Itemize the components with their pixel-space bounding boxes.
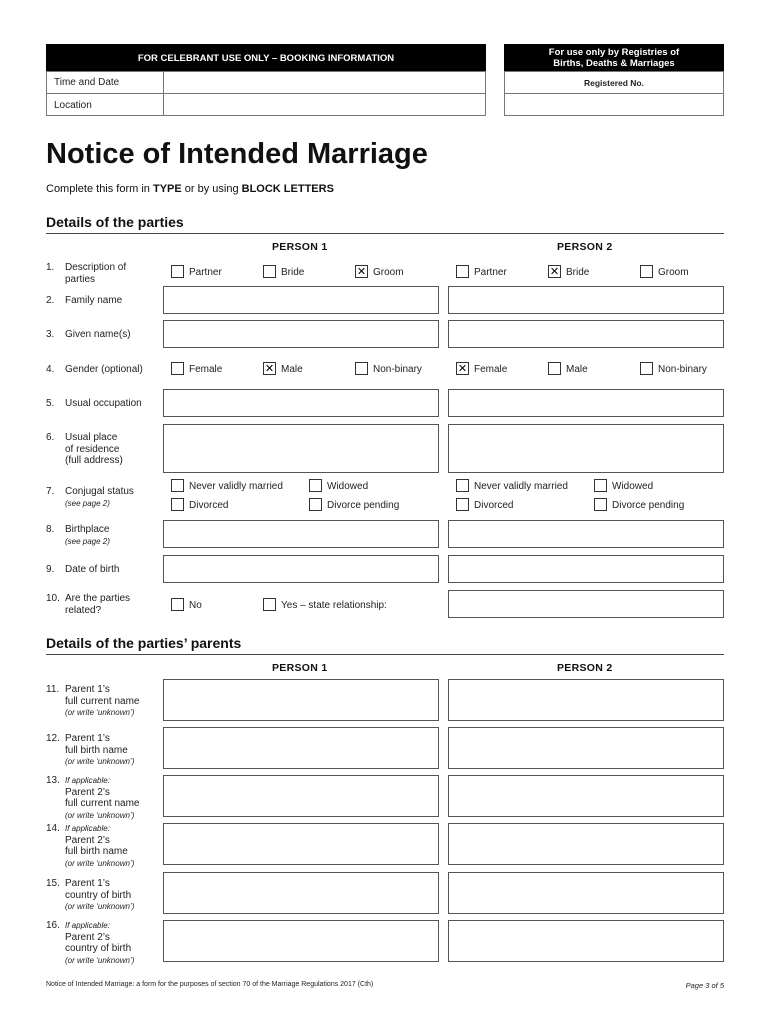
p1-parent2-current-name-field[interactable] xyxy=(163,775,439,817)
p2-divorced-checkbox[interactable] xyxy=(456,498,469,511)
q13-if-applicable: If applicable: xyxy=(65,776,110,785)
related-yes-label: Yes – state relationship: xyxy=(281,600,387,611)
p1-partner-checkbox[interactable] xyxy=(171,265,184,278)
p2-widowed-checkbox[interactable] xyxy=(594,479,607,492)
p2-male-checkbox[interactable] xyxy=(548,362,561,375)
q12-note: (or write ‘unknown’) xyxy=(65,757,135,766)
registered-no-label: Registered No. xyxy=(584,78,644,88)
q13-number: 13. xyxy=(46,775,60,786)
q13-note: (or write ‘unknown’) xyxy=(65,810,135,820)
person1-heading: PERSON 1 xyxy=(272,241,328,253)
p2-occupation-field[interactable] xyxy=(448,389,724,417)
q2-number: 2. xyxy=(46,295,55,306)
p1-never-married-checkbox[interactable] xyxy=(171,479,184,492)
p2-parent1-birth-name-field[interactable] xyxy=(448,727,724,769)
q15-label xyxy=(65,878,134,913)
p1-date-of-birth-field[interactable] xyxy=(163,555,439,583)
person2-heading: PERSON 2 xyxy=(557,241,613,253)
q13-label xyxy=(65,775,139,821)
q15-label-line1: Parent 1’s xyxy=(65,878,110,889)
page-title: Notice of Intended Marriage xyxy=(46,138,428,170)
p1-divorce-pending-checkbox[interactable] xyxy=(309,498,322,511)
q9-label: Date of birth xyxy=(65,564,120,575)
p2-groom-label: Groom xyxy=(658,267,689,278)
related-no-checkbox[interactable] xyxy=(171,598,184,611)
q6-label-line3: (full address) xyxy=(65,455,123,466)
p2-parent1-current-name-field[interactable] xyxy=(448,679,724,721)
q6-number: 6. xyxy=(46,432,55,443)
section-parents-rule xyxy=(46,654,724,655)
q7-label xyxy=(65,486,134,509)
q9-number: 9. xyxy=(46,564,55,575)
q8-number: 8. xyxy=(46,524,55,535)
p2-divorced-label: Divorced xyxy=(474,500,514,511)
q13-label-line2: full current name xyxy=(65,798,140,809)
p1-parent2-birth-name-field[interactable] xyxy=(163,823,439,865)
q2-label: Family name xyxy=(65,295,123,306)
p2-family-name-field[interactable] xyxy=(448,286,724,314)
p1-never-married-label: Never validly married xyxy=(189,481,283,492)
parents-person1-heading: PERSON 1 xyxy=(272,662,328,674)
q16-label-line1: Parent 2’s xyxy=(65,931,110,943)
p2-parent2-country-field[interactable] xyxy=(448,920,724,962)
q14-note: (or write ‘unknown’) xyxy=(65,858,135,868)
registry-header-line1: For use only by Registries of xyxy=(548,47,680,58)
q11-number: 11. xyxy=(46,684,60,695)
p2-parent1-country-field[interactable] xyxy=(448,872,724,914)
p2-partner-checkbox[interactable] xyxy=(456,265,469,278)
q14-label-line1: Parent 2’s xyxy=(65,834,110,846)
p1-widowed-checkbox[interactable] xyxy=(309,479,322,492)
q8-label xyxy=(65,524,110,547)
q3-label: Given name(s) xyxy=(65,329,131,340)
q1-label-line2: parties xyxy=(65,273,96,285)
location-field[interactable] xyxy=(163,93,486,116)
p1-groom-label: Groom xyxy=(373,267,404,278)
instruction-line xyxy=(46,183,334,195)
section-parties-heading: Details of the parties xyxy=(46,214,184,230)
q15-note: (or write ‘unknown’) xyxy=(65,902,135,911)
parents-person2-heading: PERSON 2 xyxy=(557,662,613,674)
instruction-mid: or by using xyxy=(181,183,242,195)
q1-label xyxy=(65,262,126,285)
p1-male-label: Male xyxy=(281,364,303,375)
p2-widowed-label: Widowed xyxy=(612,481,654,492)
p1-nonbinary-label: Non-binary xyxy=(373,364,422,375)
q11-note: (or write ‘unknown’) xyxy=(65,708,135,717)
q12-label-line2: full birth name xyxy=(65,744,128,756)
q16-note: (or write ‘unknown’) xyxy=(65,955,135,965)
q6-label-line1: Usual place xyxy=(65,432,118,443)
footer-form-description: Notice of Intended Marriage: a form for the purposes of section 70 of the Marriage Regulations 2017 (Cth) xyxy=(46,981,374,988)
q10-label-line1: Are the parties xyxy=(65,593,131,604)
p1-widowed-label: Widowed xyxy=(327,481,369,492)
q15-number: 15. xyxy=(46,878,60,889)
booking-header xyxy=(46,44,486,72)
instruction-block: BLOCK LETTERS xyxy=(241,183,334,195)
q11-label xyxy=(65,684,139,719)
registry-header xyxy=(504,44,724,72)
instruction-pre: Complete this form in xyxy=(46,183,153,195)
p2-bride-label: Bride xyxy=(566,267,590,278)
q8-label-text: Birthplace xyxy=(65,524,110,535)
q12-label xyxy=(65,733,134,768)
p1-divorced-label: Divorced xyxy=(189,500,229,511)
section-parties-rule xyxy=(46,233,724,234)
p1-occupation-field[interactable] xyxy=(163,389,439,417)
q5-number: 5. xyxy=(46,398,55,409)
registered-no-label-cell xyxy=(504,71,724,94)
p2-female-label: Female xyxy=(474,364,508,375)
p2-male-label: Male xyxy=(566,364,588,375)
p1-divorce-pending-label: Divorce pending xyxy=(327,500,400,511)
q13-label-line1: Parent 2’s xyxy=(65,786,110,798)
p2-parent2-current-name-field[interactable] xyxy=(448,775,724,817)
q7-label-text: Conjugal status xyxy=(65,486,134,497)
related-yes-checkbox[interactable] xyxy=(263,598,276,611)
q14-if-applicable: If applicable: xyxy=(65,824,110,833)
q14-number: 14. xyxy=(46,823,60,834)
section-parents-heading: Details of the parties’ parents xyxy=(46,635,242,651)
p1-nonbinary-checkbox[interactable] xyxy=(355,362,368,375)
p2-female-checkbox[interactable] xyxy=(456,362,469,375)
p1-parent1-country-field[interactable] xyxy=(163,872,439,914)
p2-groom-checkbox[interactable] xyxy=(640,265,653,278)
related-no-label: No xyxy=(189,600,202,611)
p1-male-checkbox[interactable] xyxy=(263,362,276,375)
p2-nonbinary-checkbox[interactable] xyxy=(640,362,653,375)
q7-note: (see page 2) xyxy=(65,498,110,508)
q12-label-line1: Parent 1’s xyxy=(65,733,110,744)
p1-given-names-field[interactable] xyxy=(163,320,439,348)
p2-date-of-birth-field[interactable] xyxy=(448,555,724,583)
relationship-field[interactable] xyxy=(448,590,724,618)
q10-label xyxy=(65,593,130,616)
p2-given-names-field[interactable] xyxy=(448,320,724,348)
q3-number: 3. xyxy=(46,329,55,340)
p1-parent1-current-name-field[interactable] xyxy=(163,679,439,721)
q14-label-line2: full birth name xyxy=(65,846,128,857)
q4-label: Gender (optional) xyxy=(65,364,143,375)
q1-number: 1. xyxy=(46,262,55,273)
q16-if-applicable: If applicable: xyxy=(65,921,110,930)
p2-nonbinary-label: Non-binary xyxy=(658,364,707,375)
q7-number: 7. xyxy=(46,486,55,497)
time-date-label-cell xyxy=(46,71,164,94)
q8-note: (see page 2) xyxy=(65,536,110,546)
p2-residence-field[interactable] xyxy=(448,424,724,473)
p2-parent2-birth-name-field[interactable] xyxy=(448,823,724,865)
q14-label xyxy=(65,823,134,869)
q15-label-line2: country of birth xyxy=(65,889,132,901)
p1-residence-field[interactable] xyxy=(163,424,439,473)
p2-partner-label: Partner xyxy=(474,267,507,278)
p1-female-label: Female xyxy=(189,364,223,375)
q11-label-line1: Parent 1’s xyxy=(65,684,110,695)
q12-number: 12. xyxy=(46,733,60,744)
p2-birthplace-field[interactable] xyxy=(448,520,724,548)
registry-header-line2: Births, Deaths & Marriages xyxy=(553,58,675,69)
footer-page-number: Page 3 of 5 xyxy=(685,981,724,990)
p1-divorced-checkbox[interactable] xyxy=(171,498,184,511)
q16-label-line2: country of birth xyxy=(65,943,132,954)
p1-parent1-birth-name-field[interactable] xyxy=(163,727,439,769)
q4-number: 4. xyxy=(46,364,55,375)
p1-bride-label: Bride xyxy=(281,267,305,278)
q5-label: Usual occupation xyxy=(65,398,142,409)
q16-label xyxy=(65,920,134,966)
q10-number: 10. xyxy=(46,593,60,604)
p1-female-checkbox[interactable] xyxy=(171,362,184,375)
instruction-type: TYPE xyxy=(152,183,182,195)
p1-family-name-field[interactable] xyxy=(163,286,439,314)
registered-no-field[interactable] xyxy=(504,93,724,116)
p1-parent2-country-field[interactable] xyxy=(163,920,439,962)
p2-never-married-label: Never validly married xyxy=(474,481,568,492)
p1-bride-checkbox[interactable] xyxy=(263,265,276,278)
p1-groom-checkbox[interactable] xyxy=(355,265,368,278)
location-label-cell xyxy=(46,93,164,116)
q1-label-line1: Description of xyxy=(65,262,127,273)
q6-label-line2: of residence xyxy=(65,443,120,455)
booking-header-text: FOR CELEBRANT USE ONLY – BOOKING INFORMATION xyxy=(137,52,395,64)
q11-label-line2: full current name xyxy=(65,695,140,707)
time-date-field[interactable] xyxy=(163,71,486,94)
p1-partner-label: Partner xyxy=(189,267,222,278)
q6-label xyxy=(65,432,123,467)
q10-label-line2: related? xyxy=(65,604,102,616)
location-label: Location xyxy=(54,100,92,111)
q16-number: 16. xyxy=(46,920,60,931)
time-date-label: Time and Date xyxy=(54,77,120,88)
p2-bride-checkbox[interactable] xyxy=(548,265,561,278)
p1-birthplace-field[interactable] xyxy=(163,520,439,548)
p2-divorce-pending-label: Divorce pending xyxy=(612,500,685,511)
p2-never-married-checkbox[interactable] xyxy=(456,479,469,492)
p2-divorce-pending-checkbox[interactable] xyxy=(594,498,607,511)
